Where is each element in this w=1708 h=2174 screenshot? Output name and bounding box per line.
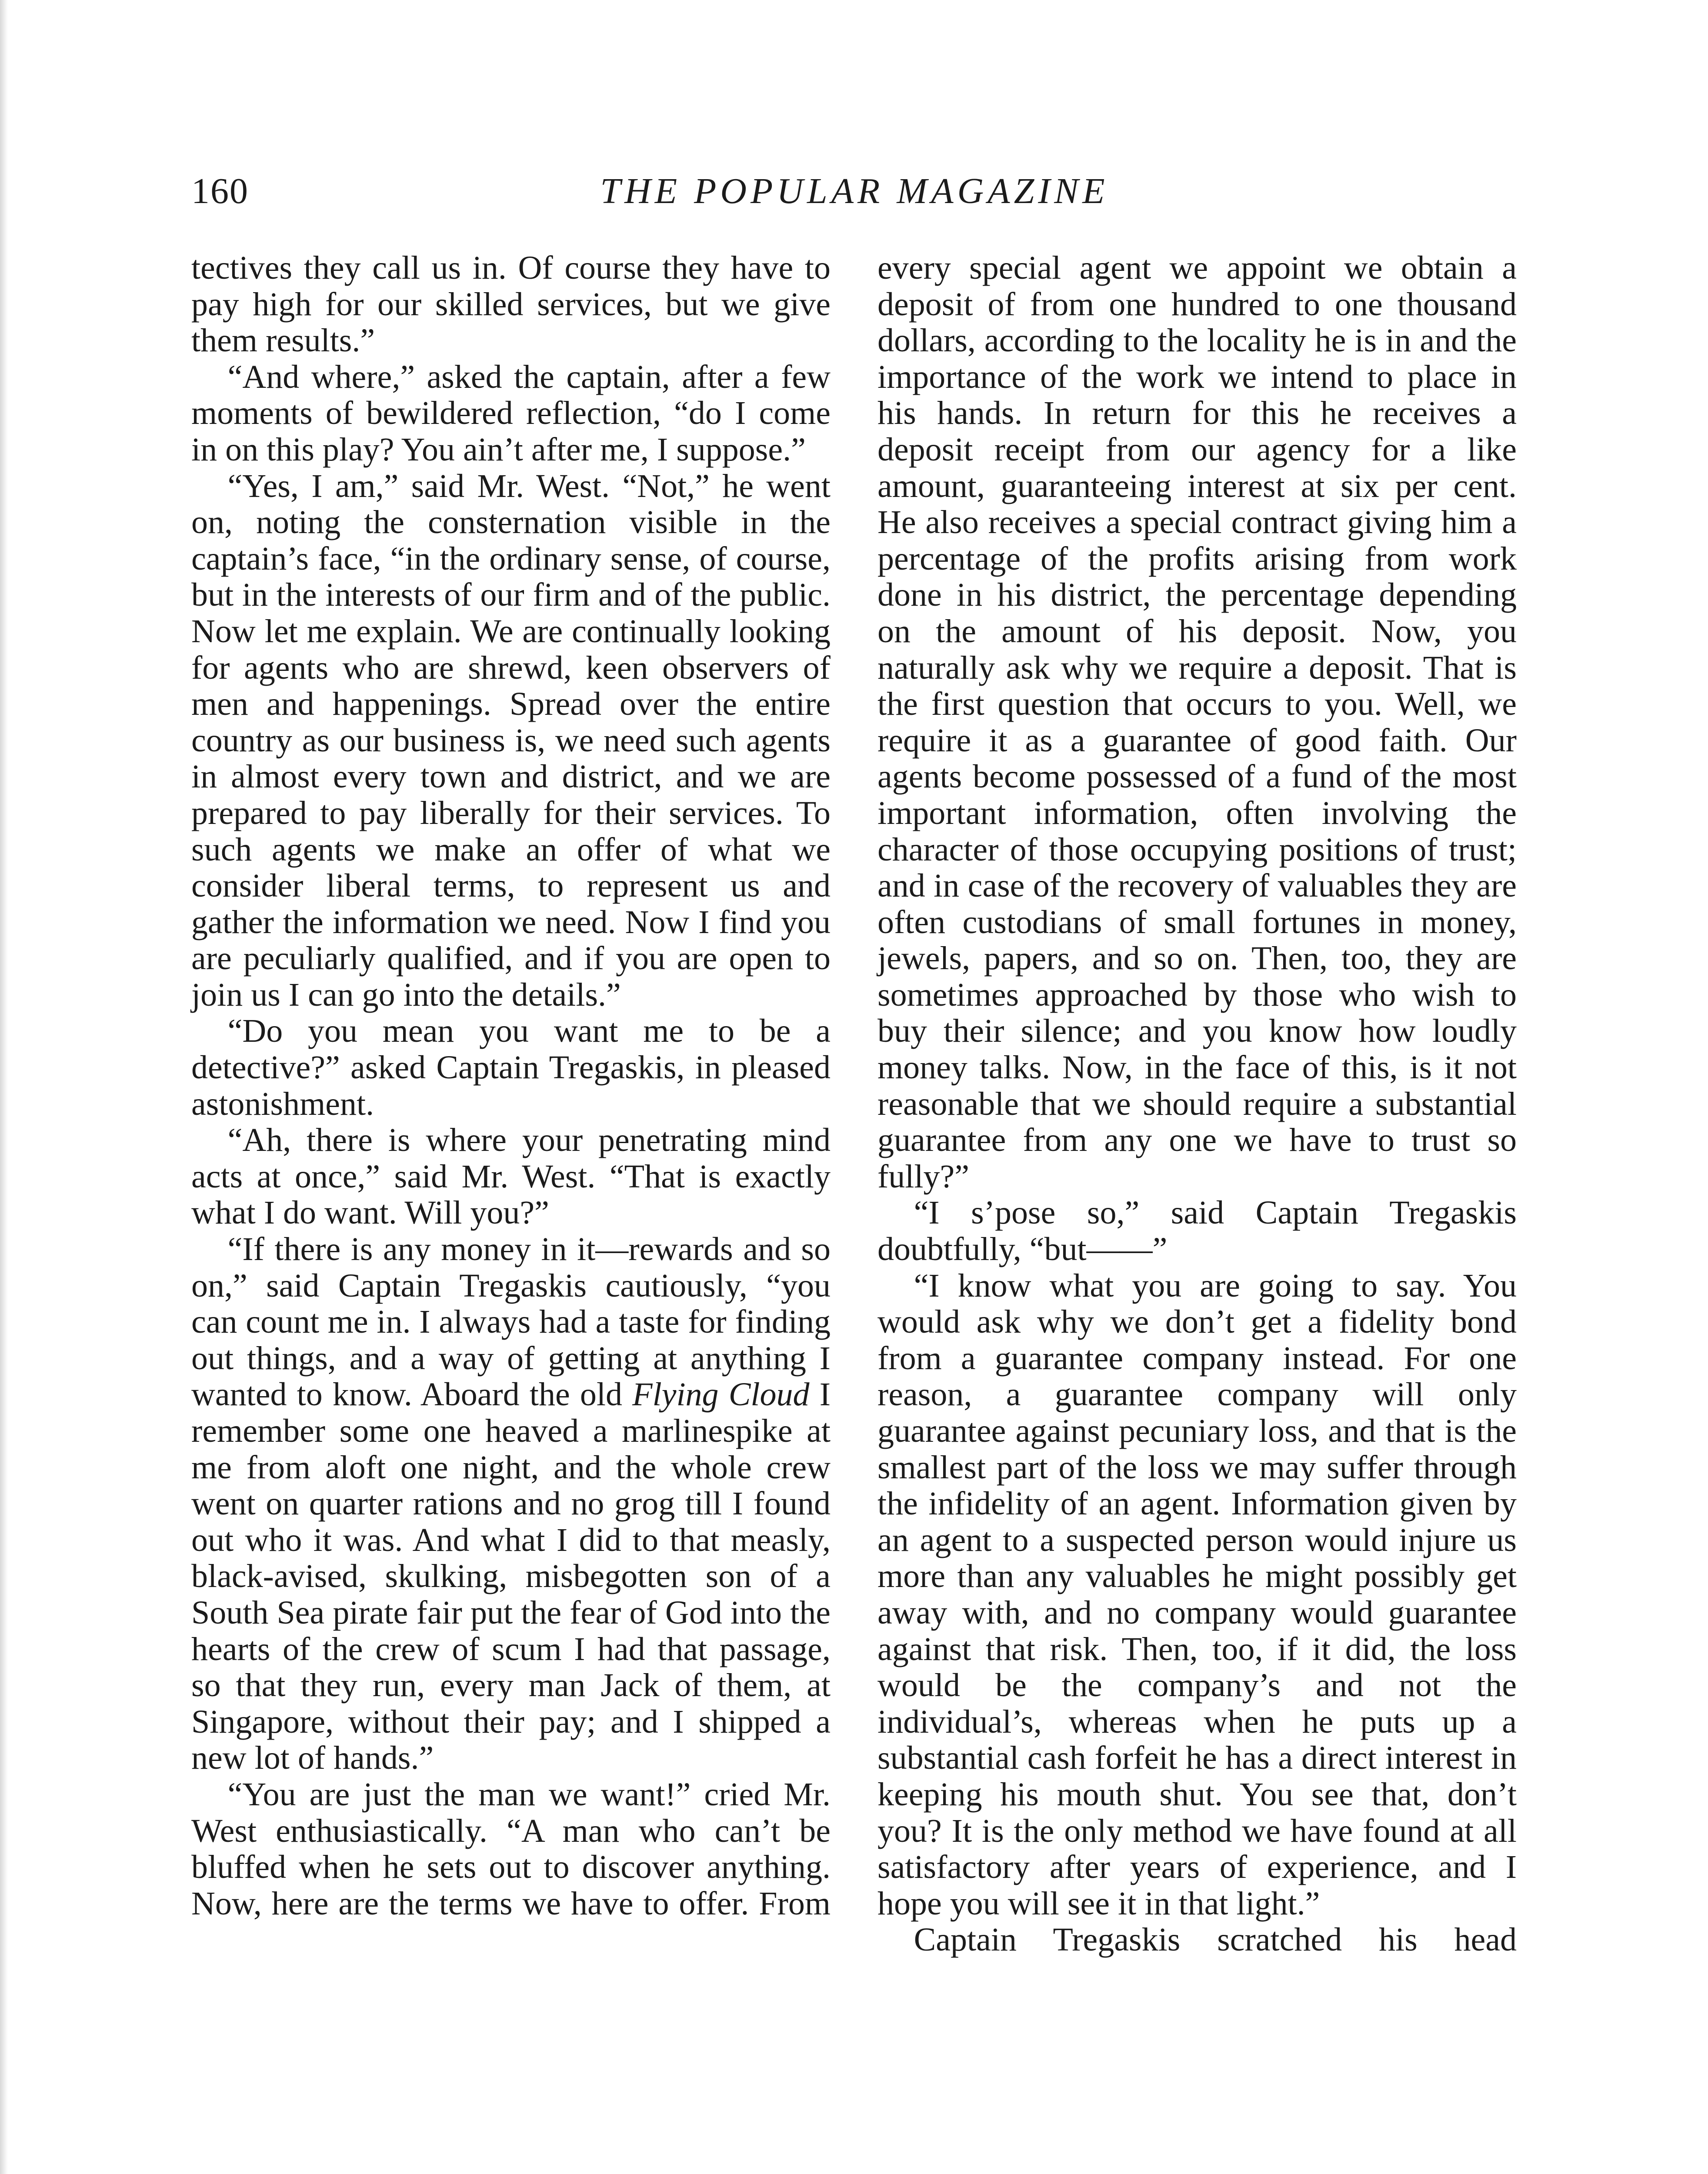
paragraph: “I know what you are going to say. You would ask why we don’t get a fidelity bond from a guarantee company instead. For one reason, a guarantee company will only guarantee against pecuniary loss, and that is the smallest part of the loss we may suffer through the infidelity of an agent. Information given by an agent to a suspected person would injure us more than any valuables he might possibly get away with, and no company would guarantee against that risk. Then, too, if it did, the loss would be the company’s and not the individual’s, whereas when he puts up a substantial cash forfeit he has a direct interest in keeping his mouth shut. You see that, don’t you? It is the only method we have found at all satisfactory after years of experience, and I hope you will see it in that light.” xyxy=(877,1267,1517,1922)
page-edge xyxy=(0,0,8,2174)
right-column xyxy=(877,250,1517,1958)
page-header xyxy=(191,165,1518,217)
paragraph: “I s’pose so,” said Captain Tregaskis doubtfully, “but——” xyxy=(877,1194,1517,1268)
running-title: THE POPULAR MAGAZINE xyxy=(600,171,1109,211)
paragraph: tectives they call us in. Of course they have to pay high for our skilled services, but we give them results.” xyxy=(191,250,831,359)
paragraph: “You are just the man we want!” cried Mr. West enthusiastically. “A man who can’t be bluffed when he sets out to discover anything. Now, here are the terms we have to offer. From xyxy=(191,1776,831,1922)
paragraph: “Do you mean you want me to be a detective?” asked Captain Tregaskis, in pleased astonishment. xyxy=(191,1013,831,1122)
paragraph: every special agent we appoint we obtain a deposit of from one hundred to one thousand dollars, according to the locality he is in and the importance of the work we intend to place in his hands. In return for this he receives a deposit receipt from our agency for a like amount, guaranteeing interest at six per cent. He also receives a special contract giving him a percentage of the profits arising from work done in his district, the percentage depending on the amount of his deposit. Now, you naturally ask why we require a deposit. That is the first question that occurs to you. Well, we require it as a guarantee of good faith. Our agents become possessed of a fund of the most important information, often involving the character of those occupying positions of trust; and in case of the recovery of valuables they are often custodians of small fortunes in money, jewels, papers, and so on. Then, too, they are sometimes approached by those who wish to buy their silence; and you know how loudly money talks. Now, in the face of this, is it not reasonable that we should require a substantial guarantee from any one we have to trust so fully?” xyxy=(877,250,1517,1195)
paragraph-text: “If there is any money in it—rewards and so on,” said Captain Tregaskis cautiously, “you can count me in. I always had a taste for finding out things, and a way of getting at anything I wanted to know. Aboard the old xyxy=(191,1231,831,1413)
paragraph: Captain Tregaskis scratched his head xyxy=(914,1921,1517,1958)
paragraph: “Ah, there is where your penetrating mind acts at once,” said Mr. West. “That is exactly what I do want. Will you?” xyxy=(191,1122,831,1231)
paragraph: “Yes, I am,” said Mr. West. “Not,” he went on, noting the consternation visible in the captain’s face, “in the ordinary sense, of course, but in the interests of our firm and of the public. Now let me explain. We are continually looking for agents who are shrewd, keen observers of men and happenings. Spread over the entire country as our business is, we need such agents in almost every town and district, and we are prepared to pay liberally for their services. To such agents we make an offer of what we consider liberal terms, to represent us and gather the information we need. Now I find you are peculiarly qualified, and if you are open to join us I can go into the details.” xyxy=(191,467,831,1013)
ship-name: Flying Cloud xyxy=(632,1376,810,1413)
left-column xyxy=(191,250,831,1922)
paragraph: “And where,” asked the captain, after a few moments of bewildered reflection, “do I come in on this play? You ain’t after me, I suppose.” xyxy=(191,358,831,468)
paragraph xyxy=(191,1231,831,1777)
page-number: 160 xyxy=(191,171,249,211)
paragraph-text: I remember some one heaved a marlinespike at me from aloft one night, and the whole crew went on quarter rations and no grog till I found out who it was. And what I did to that measly, black-avised, skulking, misbegotten son of a South Sea pirate fair put the fear of God into the hearts of the crew of scum I had that passage, so that they run, every man Jack of them, at Singapore, without their pay; and I shipped a new lot of hands.” xyxy=(191,1376,831,1777)
